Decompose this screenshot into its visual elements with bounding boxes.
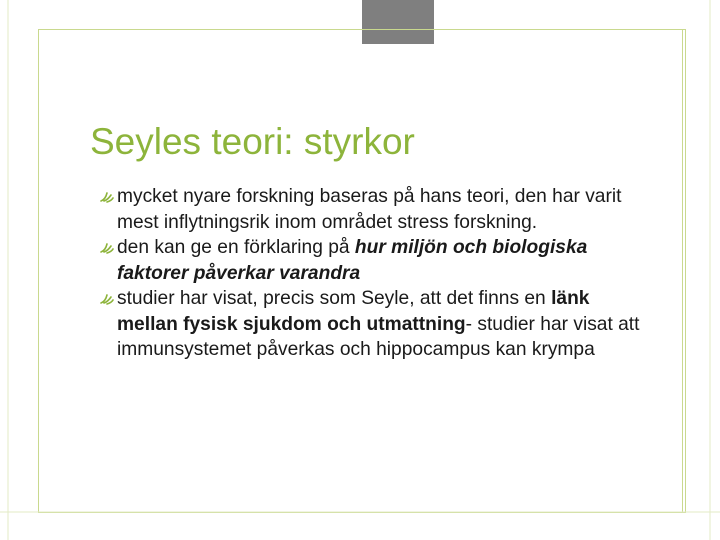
bullet-list <box>100 184 640 363</box>
leaf-bullet-icon <box>100 293 114 305</box>
slide-title: Seyles teori: styrkor <box>90 121 415 162</box>
bullet-text: den kan ge en förklaring på <box>117 237 355 258</box>
leaf-bullet-icon <box>100 191 114 203</box>
bullet-emphasis: hur miljön och biologiska faktorer påverkar varandra <box>117 237 588 284</box>
bullet-item <box>100 235 640 286</box>
bullet-bold: länk mellan fysisk sjukdom och utmattning <box>117 288 590 335</box>
bullet-text: studier har visat, precis som Seyle, att det finns en <box>117 288 552 309</box>
bullet-text: mycket nyare forskning baseras på hans teori, den har varit mest inflytningsrik inom området stress forskning. <box>117 186 622 233</box>
leaf-bullet-icon <box>100 242 114 254</box>
bullet-item <box>100 184 640 235</box>
slide-frame-right-edge <box>682 29 700 513</box>
bullet-tail: - studier har visat att immunsystemet påverkas och hippocampus kan krympa <box>117 313 640 360</box>
bullet-item <box>100 286 640 363</box>
